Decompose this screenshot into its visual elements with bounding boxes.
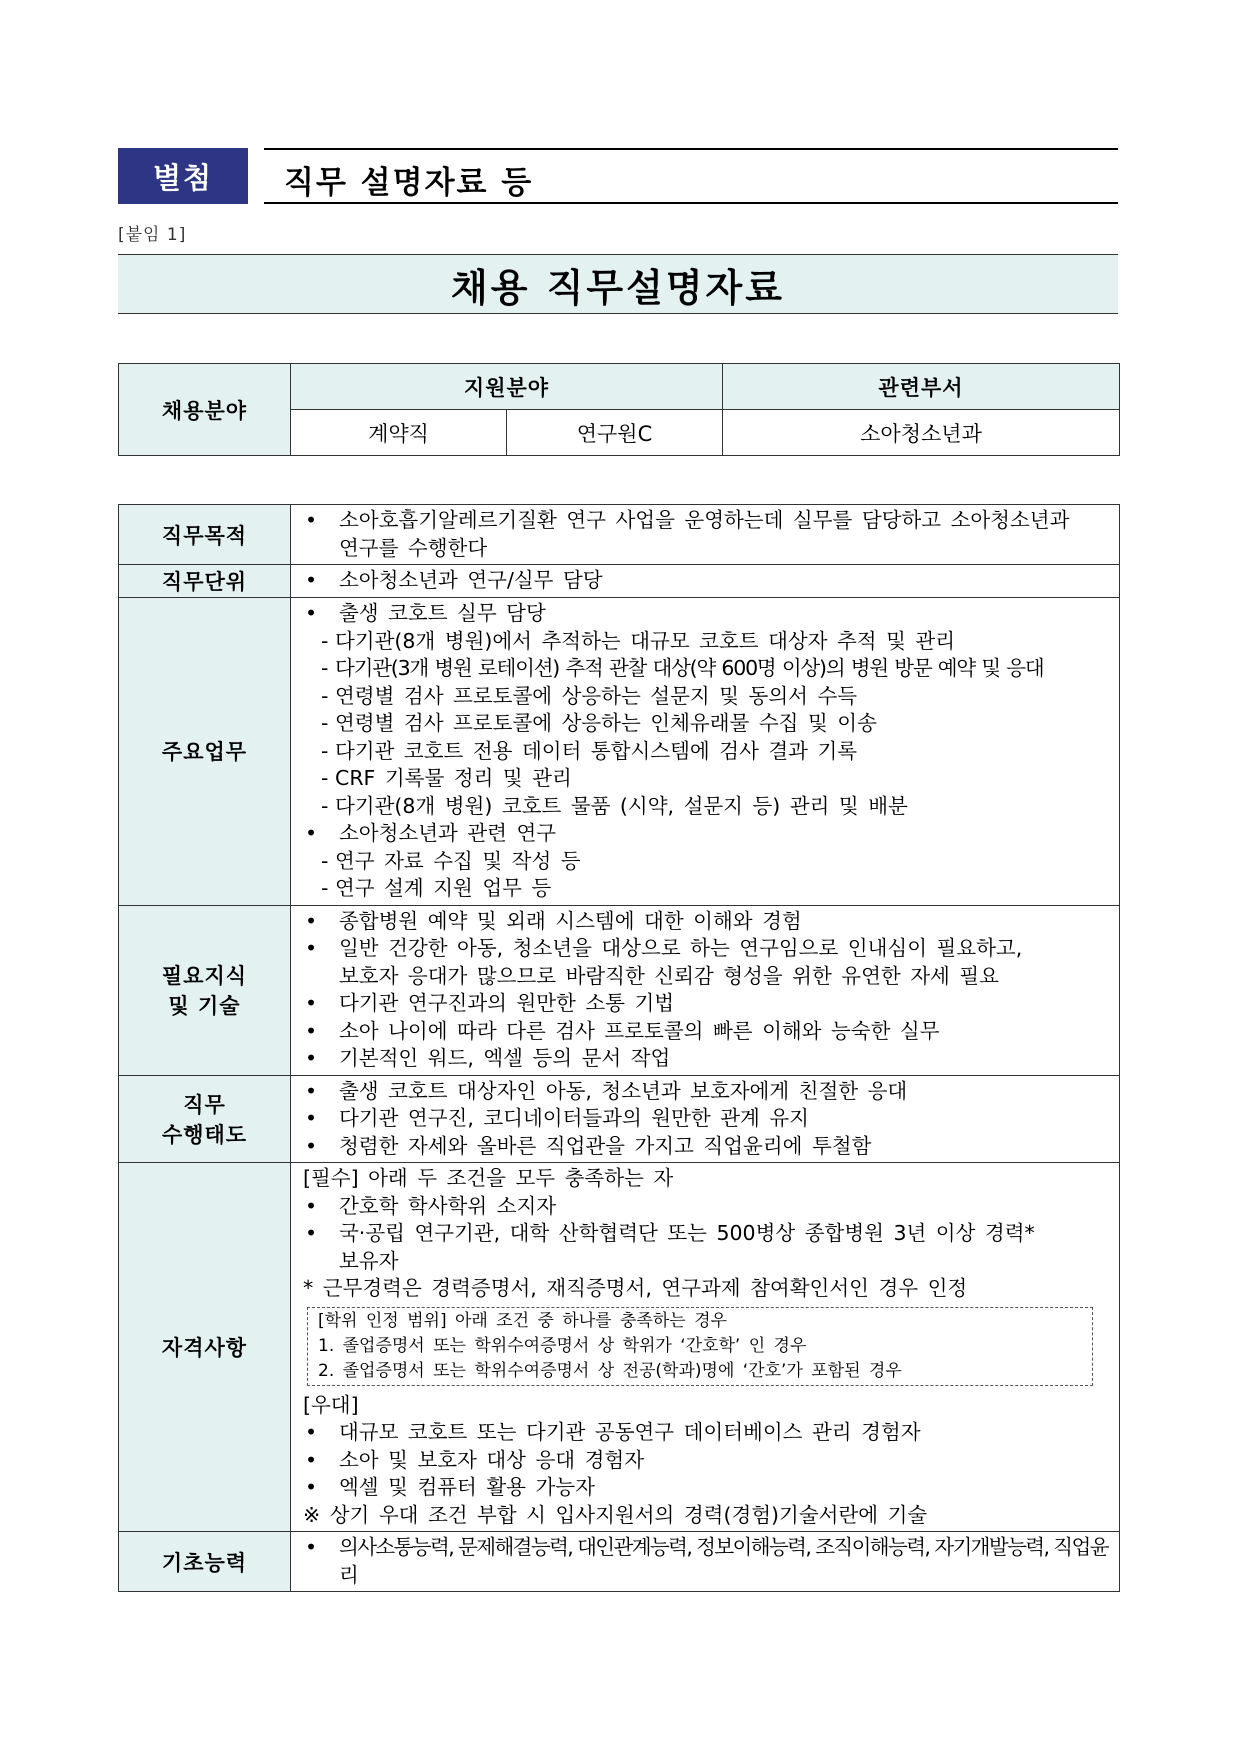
list-item: - 다기관(3개 병원 로테이션) 추적 관찰 대상(약 600명 이상)의 병원 방문 예약 및 응대 bbox=[303, 655, 1109, 683]
appendix-badge: 별첨 bbox=[118, 148, 248, 204]
degree-scope-box: [학위 인정 범위] 아래 조건 중 하나를 충족하는 경우 1. 졸업증명서 또는 학위수여증명서 상 학위가 ‘간호학’ 인 경우 2. 졸업증명서 또는 학위수여증명서 상 전공(학과)명에 ‘간호’가 포함된 경우 bbox=[307, 1307, 1093, 1386]
knowledge-content bbox=[291, 905, 1120, 1075]
required-header: [필수] 아래 두 조건을 모두 충족하는 자 bbox=[303, 1166, 674, 1190]
list-item: - 다기관(8개 병원) 코호트 물품 (시약, 설문지 등) 관리 및 배분 bbox=[303, 793, 1109, 821]
main-duties-content bbox=[291, 598, 1120, 906]
list-item: - 다기관(8개 병원)에서 추적하는 대규모 코호트 대상자 추적 및 관리 bbox=[303, 628, 1109, 656]
list-item: • 출생 코호트 실무 담당 bbox=[303, 600, 1109, 628]
table-row bbox=[119, 565, 1120, 598]
list-item: - CRF 기록물 정리 및 관리 bbox=[303, 765, 1109, 793]
purpose-label: 직무목적 bbox=[119, 505, 291, 565]
appendix-header bbox=[118, 148, 1118, 204]
attitude-label: 직무 수행태도 bbox=[119, 1075, 291, 1163]
list-item: • 간호학 학사학위 소지자 bbox=[303, 1193, 1109, 1221]
list-item: - 연령별 검사 프로토콜에 상응하는 설문지 및 동의서 수득 bbox=[303, 683, 1109, 711]
recruit-label: 채용분야 bbox=[119, 364, 291, 456]
table-row bbox=[119, 1075, 1120, 1163]
main-duties-label: 주요업무 bbox=[119, 598, 291, 906]
list-item: • 일반 건강한 아동, 청소년을 대상으로 하는 연구임으로 인내심이 필요하고, 보호자 응대가 많으므로 바람직한 신뢰감 형성을 위한 유연한 자세 필요 bbox=[303, 935, 1109, 990]
list-item: • 대규모 코호트 또는 다기관 공동연구 데이터베이스 관리 경험자 bbox=[303, 1419, 1109, 1447]
list-item: • 소아청소년과 연구/실무 담당 bbox=[303, 567, 1109, 595]
unit-label: 직무단위 bbox=[119, 565, 291, 598]
table-row bbox=[119, 505, 1120, 565]
list-item: • 의사소통능력, 문제해결능력, 대인관계능력, 정보이해능력, 조직이해능력, 자기개발능력, 직업윤리 bbox=[303, 1534, 1109, 1589]
preferred-header: [우대] bbox=[303, 1392, 359, 1417]
attitude-content bbox=[291, 1075, 1120, 1163]
duty-table bbox=[118, 504, 1120, 1592]
list-item: • 출생 코호트 대상자인 아동, 청소년과 보호자에게 친절한 응대 bbox=[303, 1078, 1109, 1106]
unit-content bbox=[291, 565, 1120, 598]
table-row bbox=[119, 1532, 1120, 1592]
header-title-frame bbox=[264, 148, 1118, 204]
list-item: • 다기관 연구진, 코디네이터들과의 원만한 관계 유지 bbox=[303, 1105, 1109, 1133]
table-row bbox=[119, 598, 1120, 906]
list-item: • 소아청소년과 관련 연구 bbox=[303, 820, 1109, 848]
career-note: * 근무경력은 경력증명서, 재직증명서, 연구과제 참여확인서인 경우 인정 bbox=[303, 1276, 968, 1300]
list-item: • 종합병원 예약 및 외래 시스템에 대한 이해와 경험 bbox=[303, 908, 1109, 936]
list-item: - 다기관 코호트 전용 데이터 통합시스템에 검사 결과 기록 bbox=[303, 738, 1109, 766]
department-header: 관련부서 bbox=[723, 364, 1120, 410]
table-row bbox=[119, 1163, 1120, 1532]
list-item: • 청렴한 자세와 올바른 직업관을 가지고 직업윤리에 투철함 bbox=[303, 1133, 1109, 1161]
position: 연구원C bbox=[507, 410, 723, 456]
list-item: • 엑셀 및 컴퓨터 활용 가능자 bbox=[303, 1474, 1109, 1502]
table-row bbox=[119, 905, 1120, 1075]
qualification-label: 자격사항 bbox=[119, 1163, 291, 1532]
list-item: • 소아 나이에 따라 다른 검사 프로토콜의 빠른 이해와 능숙한 실무 bbox=[303, 1018, 1109, 1046]
recruit-table bbox=[118, 363, 1120, 456]
knowledge-label: 필요지식 및 기술 bbox=[119, 905, 291, 1075]
list-item: - 연령별 검사 프로토콜에 상응하는 인체유래물 수집 및 이송 bbox=[303, 710, 1109, 738]
list-item: - 연구 자료 수집 및 작성 등 bbox=[303, 848, 1109, 876]
list-item: - 연구 설계 지원 업무 등 bbox=[303, 875, 1109, 903]
basic-ability-content bbox=[291, 1532, 1120, 1592]
list-item: • 소아호흡기알레르기질환 연구 사업을 운영하는데 실무를 담당하고 소아청소년과 연구를 수행한다 bbox=[303, 507, 1109, 562]
basic-ability-label: 기초능력 bbox=[119, 1532, 291, 1592]
main-title: 채용 직무설명자료 bbox=[118, 254, 1118, 314]
department: 소아청소년과 bbox=[723, 410, 1120, 456]
qualification-content bbox=[291, 1163, 1120, 1532]
attachment-label: [붙임 1] bbox=[118, 225, 187, 245]
employment-type: 계약직 bbox=[291, 410, 507, 456]
purpose-content bbox=[291, 505, 1120, 565]
field-header: 지원분야 bbox=[291, 364, 723, 410]
list-item: • 다기관 연구진과의 원만한 소통 기법 bbox=[303, 990, 1109, 1018]
header-title: 직무 설명자료 등 bbox=[284, 165, 534, 201]
list-item: • 국·공립 연구기관, 대학 산학협력단 또는 500병상 종합병원 3년 이상 경력* 보유자 bbox=[303, 1220, 1109, 1275]
list-item: • 소아 및 보호자 대상 응대 경험자 bbox=[303, 1447, 1109, 1475]
list-item: • 기본적인 워드, 엑셀 등의 문서 작업 bbox=[303, 1045, 1109, 1073]
preferred-note: ※ 상기 우대 조건 부합 시 입사지원서의 경력(경험)기술서란에 기술 bbox=[303, 1502, 928, 1527]
